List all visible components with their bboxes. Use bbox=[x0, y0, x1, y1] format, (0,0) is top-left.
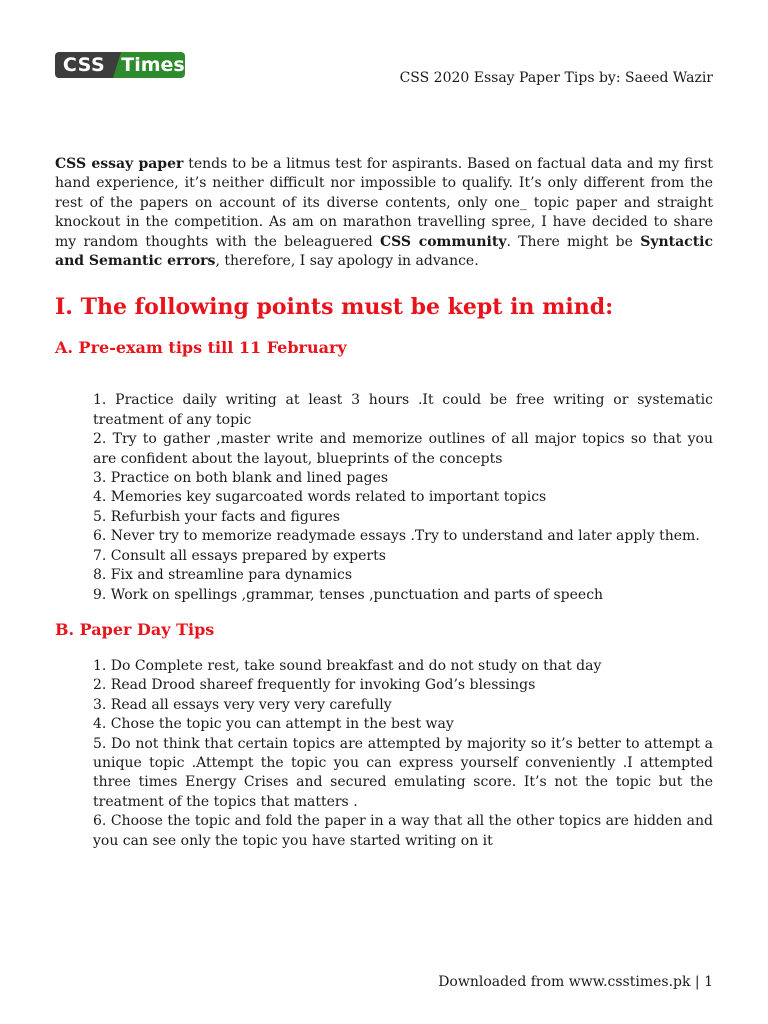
list-item: 9. Work on spellings ,grammar, tenses ,punctuation and parts of speech bbox=[93, 586, 604, 603]
intro-text-3: , therefore, I say apology in advance. bbox=[215, 253, 479, 270]
subsection-a-heading: A. Pre-exam tips till 11 February bbox=[55, 338, 347, 358]
list-item: 5. Do not think that certain topics are attempted by majority so it’s better to attempt a unique topic .Attempt the topic you can express yourself conveniently .I attempted three times Energy Crises and secured emulating score. It’s not the topic but the treatment of the topics that matters . bbox=[93, 735, 713, 810]
list-item: 3. Practice on both blank and lined pages bbox=[93, 470, 389, 487]
intro-paragraph bbox=[55, 155, 713, 271]
list-item: 2. Read Drood shareef frequently for invoking God’s blessings bbox=[93, 677, 536, 694]
logo-times-text: Times bbox=[121, 54, 185, 76]
list-item: 4. Chose the topic you can attempt in the best way bbox=[93, 716, 454, 733]
header-title: CSS 2020 Essay Paper Tips by: Saeed Wazir bbox=[399, 70, 713, 86]
list-item: 4. Memories key sugarcoated words related to important topics bbox=[93, 489, 547, 506]
list-item: 6. Choose the topic and fold the paper in a way that all the other topics are hidden and you can see only the topic you have started writing on it bbox=[93, 813, 713, 849]
intro-bold-css-community: CSS community bbox=[379, 233, 507, 250]
list-item: 1. Do Complete rest, take sound breakfast and do not study on that day bbox=[93, 657, 602, 674]
intro-text-1: tends to be a litmus test for aspirants. Based on factual data and my first hand experience, it’s neither difficult nor impossible to qualify. It’s only different from the rest of the papers on account of its diverse contents, only one_ topic paper and straight knockout in the competition. As am on marathon travelling spree, I have decided to share my random thoughts with the beleaguered bbox=[55, 156, 713, 250]
list-item: 7. Consult all essays prepared by experts bbox=[93, 547, 386, 564]
list-item: 5. Refurbish your facts and figures bbox=[93, 508, 340, 525]
paper-day-tips-list bbox=[55, 657, 713, 851]
list-item: 2. Try to gather ,master write and memorize outlines of all major topics so that you are confident about the layout, blueprints of the concepts bbox=[93, 431, 713, 467]
page-footer: Downloaded from www.csstimes.pk | 1 bbox=[438, 974, 713, 990]
intro-text-2: . There might be bbox=[506, 233, 641, 250]
pre-exam-tips-list bbox=[55, 391, 713, 604]
subsection-b-heading: B. Paper Day Tips bbox=[55, 619, 215, 639]
list-item: 3. Read all essays very very very carefully bbox=[93, 696, 392, 713]
document-body bbox=[55, 155, 713, 851]
intro-bold-css-essay-paper: CSS essay paper bbox=[55, 156, 184, 172]
csstimes-logo bbox=[55, 52, 185, 78]
list-item: 6. Never try to memorize readymade essays .Try to understand and later apply them. bbox=[93, 528, 700, 545]
logo-css-text: CSS bbox=[55, 52, 113, 78]
list-item: 8. Fix and streamline para dynamics bbox=[93, 567, 353, 584]
list-item: 1. Practice daily writing at least 3 hours .It could be free writing or systematic treatment of any topic bbox=[93, 392, 713, 428]
section-heading: I. The following points must be kept in mind: bbox=[55, 294, 614, 321]
intro-bold-errors: Syntactic and Semantic errors bbox=[55, 233, 713, 270]
logo-slash bbox=[113, 52, 121, 78]
